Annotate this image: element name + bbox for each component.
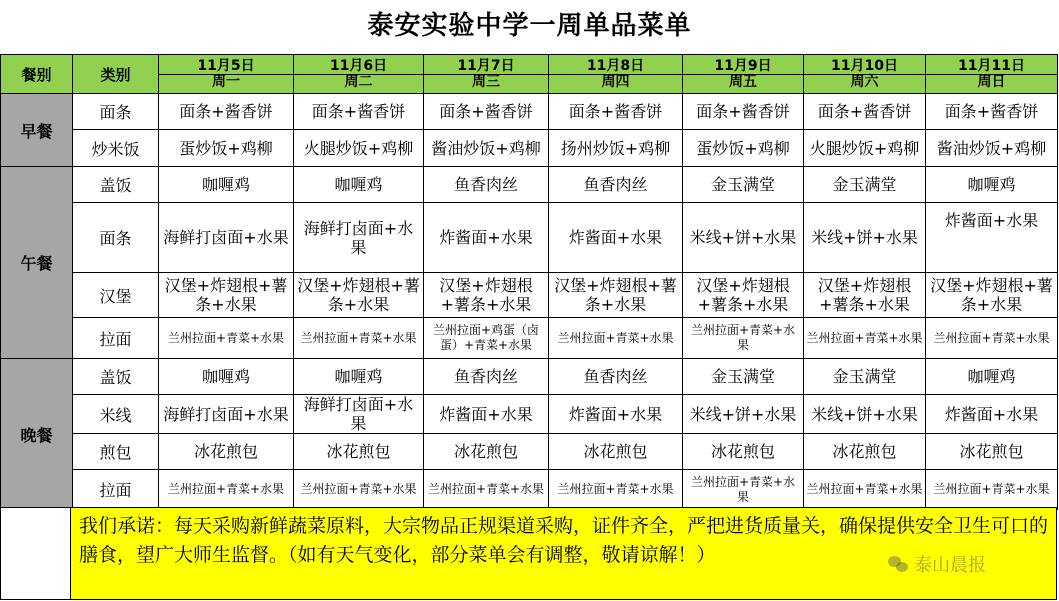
menu-cell: 汉堡+炸翅根+薯条+水果 xyxy=(294,273,424,318)
menu-cell: 冰花煎包 xyxy=(804,434,926,470)
table-row xyxy=(1,395,1058,434)
wechat-icon xyxy=(888,554,910,574)
menu-cell: 咖喱鸡 xyxy=(926,167,1058,203)
menu-cell: 咖喱鸡 xyxy=(294,167,424,203)
day-date: 11月11日 xyxy=(958,57,1025,74)
menu-cell: 扬州炒饭+鸡柳 xyxy=(549,130,683,167)
menu-cell: 炸酱面+水果 xyxy=(424,395,549,434)
menu-cell: 冰花煎包 xyxy=(683,434,804,470)
menu-cell: 酱油炒饭+鸡柳 xyxy=(926,130,1058,167)
menu-cell: 兰州拉面+青菜+水果 xyxy=(804,470,926,510)
table-row xyxy=(1,470,1058,510)
table-row xyxy=(1,318,1058,359)
menu-cell: 炸酱面+水果 xyxy=(926,395,1058,434)
menu-cell: 米线+饼+水果 xyxy=(804,203,926,273)
day-weekday: 周五 xyxy=(683,74,803,90)
menu-cell: 汉堡+炸翅根+薯条+水果 xyxy=(424,273,549,318)
menu-cell: 兰州拉面+青菜+水果 xyxy=(926,470,1058,510)
meal-label-breakfast: 早餐 xyxy=(1,94,73,167)
menu-cell: 炸酱面+水果 xyxy=(424,203,549,273)
menu-cell: 金玉满堂 xyxy=(683,167,804,203)
menu-cell: 咖喱鸡 xyxy=(926,359,1058,395)
menu-cell: 冰花煎包 xyxy=(159,434,294,470)
menu-cell: 海鲜打卤面+水果 xyxy=(159,203,294,273)
watermark-text: 泰山晨报 xyxy=(914,555,986,576)
menu-cell: 汉堡+炸翅根+薯条+水果 xyxy=(926,273,1058,318)
category-header: 类别 xyxy=(73,55,159,94)
menu-cell: 炸酱面+水果 xyxy=(926,203,1058,273)
menu-cell: 面条+酱香饼 xyxy=(549,94,683,130)
day-header xyxy=(159,55,294,94)
menu-cell: 兰州拉面+青菜+水果 xyxy=(159,470,294,510)
day-date: 11月7日 xyxy=(457,57,515,74)
meal-label-dinner: 晚餐 xyxy=(1,359,73,510)
menu-cell: 金玉满堂 xyxy=(804,359,926,395)
menu-cell: 兰州拉面+鸡蛋（卤蛋）+青菜+水果 xyxy=(424,318,549,359)
menu-cell: 冰花煎包 xyxy=(926,434,1058,470)
notice-text: 我们承诺：每天采购新鲜蔬菜原料，大宗物品正规渠道采购，证件齐全，严把进货质量关，确保提供安全卫生可口的膳食，望广大师生监督。（如有天气变化，部分菜单会有调整，敬请谅解！） xyxy=(79,515,1049,566)
header-row xyxy=(1,55,1058,94)
menu-cell: 炸酱面+水果 xyxy=(549,203,683,273)
menu-cell: 冰花煎包 xyxy=(549,434,683,470)
day-header xyxy=(804,55,926,94)
menu-cell: 兰州拉面+青菜+水果 xyxy=(159,318,294,359)
menu-cell: 火腿炒饭+鸡柳 xyxy=(294,130,424,167)
category-cell: 炒米饭 xyxy=(73,130,159,167)
table-row xyxy=(1,203,1058,273)
menu-cell: 炸酱面+水果 xyxy=(549,395,683,434)
menu-cell: 冰花煎包 xyxy=(424,434,549,470)
menu-cell: 海鲜打卤面+水果 xyxy=(294,203,424,273)
menu-cell: 鱼香肉丝 xyxy=(424,167,549,203)
notice-spacer xyxy=(0,507,70,600)
menu-cell: 兰州拉面+青菜+水果 xyxy=(549,470,683,510)
day-weekday: 周六 xyxy=(804,74,925,90)
day-header xyxy=(926,55,1058,94)
table-row xyxy=(1,434,1058,470)
menu-cell: 汉堡+炸翅根+薯条+水果 xyxy=(159,273,294,318)
menu-cell: 汉堡+炸翅根+薯条+水果 xyxy=(683,273,804,318)
menu-cell: 鱼香肉丝 xyxy=(549,359,683,395)
menu-cell: 兰州拉面+青菜+水果 xyxy=(804,318,926,359)
menu-cell: 米线+饼+水果 xyxy=(683,203,804,273)
menu-cell: 兰州拉面+青菜+水果 xyxy=(683,470,804,510)
menu-cell: 兰州拉面+青菜+水果 xyxy=(424,470,549,510)
meal-header: 餐别 xyxy=(1,55,73,94)
table-row xyxy=(1,94,1058,130)
category-cell: 面条 xyxy=(73,203,159,273)
menu-cell: 面条+酱香饼 xyxy=(683,94,804,130)
menu-cell: 汉堡+炸翅根+薯条+水果 xyxy=(549,273,683,318)
menu-cell: 面条+酱香饼 xyxy=(159,94,294,130)
menu-cell: 米线+饼+水果 xyxy=(683,395,804,434)
menu-cell: 汉堡+炸翅根+薯条+水果 xyxy=(804,273,926,318)
day-header xyxy=(683,55,804,94)
category-cell: 煎包 xyxy=(73,434,159,470)
category-cell: 米线 xyxy=(73,395,159,434)
menu-cell: 面条+酱香饼 xyxy=(294,94,424,130)
day-date: 11月9日 xyxy=(714,57,772,74)
category-cell: 盖饭 xyxy=(73,359,159,395)
menu-cell: 面条+酱香饼 xyxy=(804,94,926,130)
day-weekday: 周一 xyxy=(159,74,293,90)
menu-cell: 蛋炒饭+鸡柳 xyxy=(683,130,804,167)
menu-cell: 兰州拉面+青菜+水果 xyxy=(683,318,804,359)
menu-cell: 咖喱鸡 xyxy=(159,167,294,203)
menu-cell: 咖喱鸡 xyxy=(294,359,424,395)
day-header xyxy=(294,55,424,94)
table-row xyxy=(1,273,1058,318)
menu-cell: 金玉满堂 xyxy=(683,359,804,395)
menu-cell: 鱼香肉丝 xyxy=(424,359,549,395)
category-cell: 拉面 xyxy=(73,318,159,359)
menu-cell: 冰花煎包 xyxy=(294,434,424,470)
table-row xyxy=(1,359,1058,395)
day-weekday: 周二 xyxy=(294,74,423,90)
day-weekday: 周四 xyxy=(549,74,682,90)
page-title: 泰安实验中学一周单品菜单 xyxy=(367,11,692,41)
menu-cell: 火腿炒饭+鸡柳 xyxy=(804,130,926,167)
menu-cell: 海鲜打卤面+水果 xyxy=(159,395,294,434)
menu-cell: 面条+酱香饼 xyxy=(926,94,1058,130)
category-cell: 面条 xyxy=(73,94,159,130)
day-header xyxy=(424,55,549,94)
menu-cell: 酱油炒饭+鸡柳 xyxy=(424,130,549,167)
category-cell: 汉堡 xyxy=(73,273,159,318)
menu-cell: 兰州拉面+青菜+水果 xyxy=(294,470,424,510)
category-cell: 盖饭 xyxy=(73,167,159,203)
menu-cell: 米线+饼+水果 xyxy=(804,395,926,434)
menu-cell: 金玉满堂 xyxy=(804,167,926,203)
table-row xyxy=(1,130,1058,167)
menu-cell: 兰州拉面+青菜+水果 xyxy=(549,318,683,359)
menu-cell: 咖喱鸡 xyxy=(159,359,294,395)
day-weekday: 周日 xyxy=(926,74,1057,90)
menu-cell: 蛋炒饭+鸡柳 xyxy=(159,130,294,167)
day-date: 11月10日 xyxy=(831,57,898,74)
day-date: 11月6日 xyxy=(329,57,388,74)
weekly-menu-table xyxy=(0,54,1058,510)
table-row xyxy=(1,167,1058,203)
day-date: 11月5日 xyxy=(197,57,255,74)
watermark xyxy=(888,551,986,577)
day-weekday: 周三 xyxy=(424,74,548,90)
menu-cell: 面条+酱香饼 xyxy=(424,94,549,130)
menu-cell: 海鲜打卤面+水果 xyxy=(294,395,424,434)
menu-cell: 兰州拉面+青菜+水果 xyxy=(294,318,424,359)
day-header xyxy=(549,55,683,94)
menu-cell: 兰州拉面+青菜+水果 xyxy=(926,318,1058,359)
day-date: 11月8日 xyxy=(586,57,645,74)
meal-label-lunch: 午餐 xyxy=(1,167,73,359)
category-cell: 拉面 xyxy=(73,470,159,510)
menu-cell: 鱼香肉丝 xyxy=(549,167,683,203)
